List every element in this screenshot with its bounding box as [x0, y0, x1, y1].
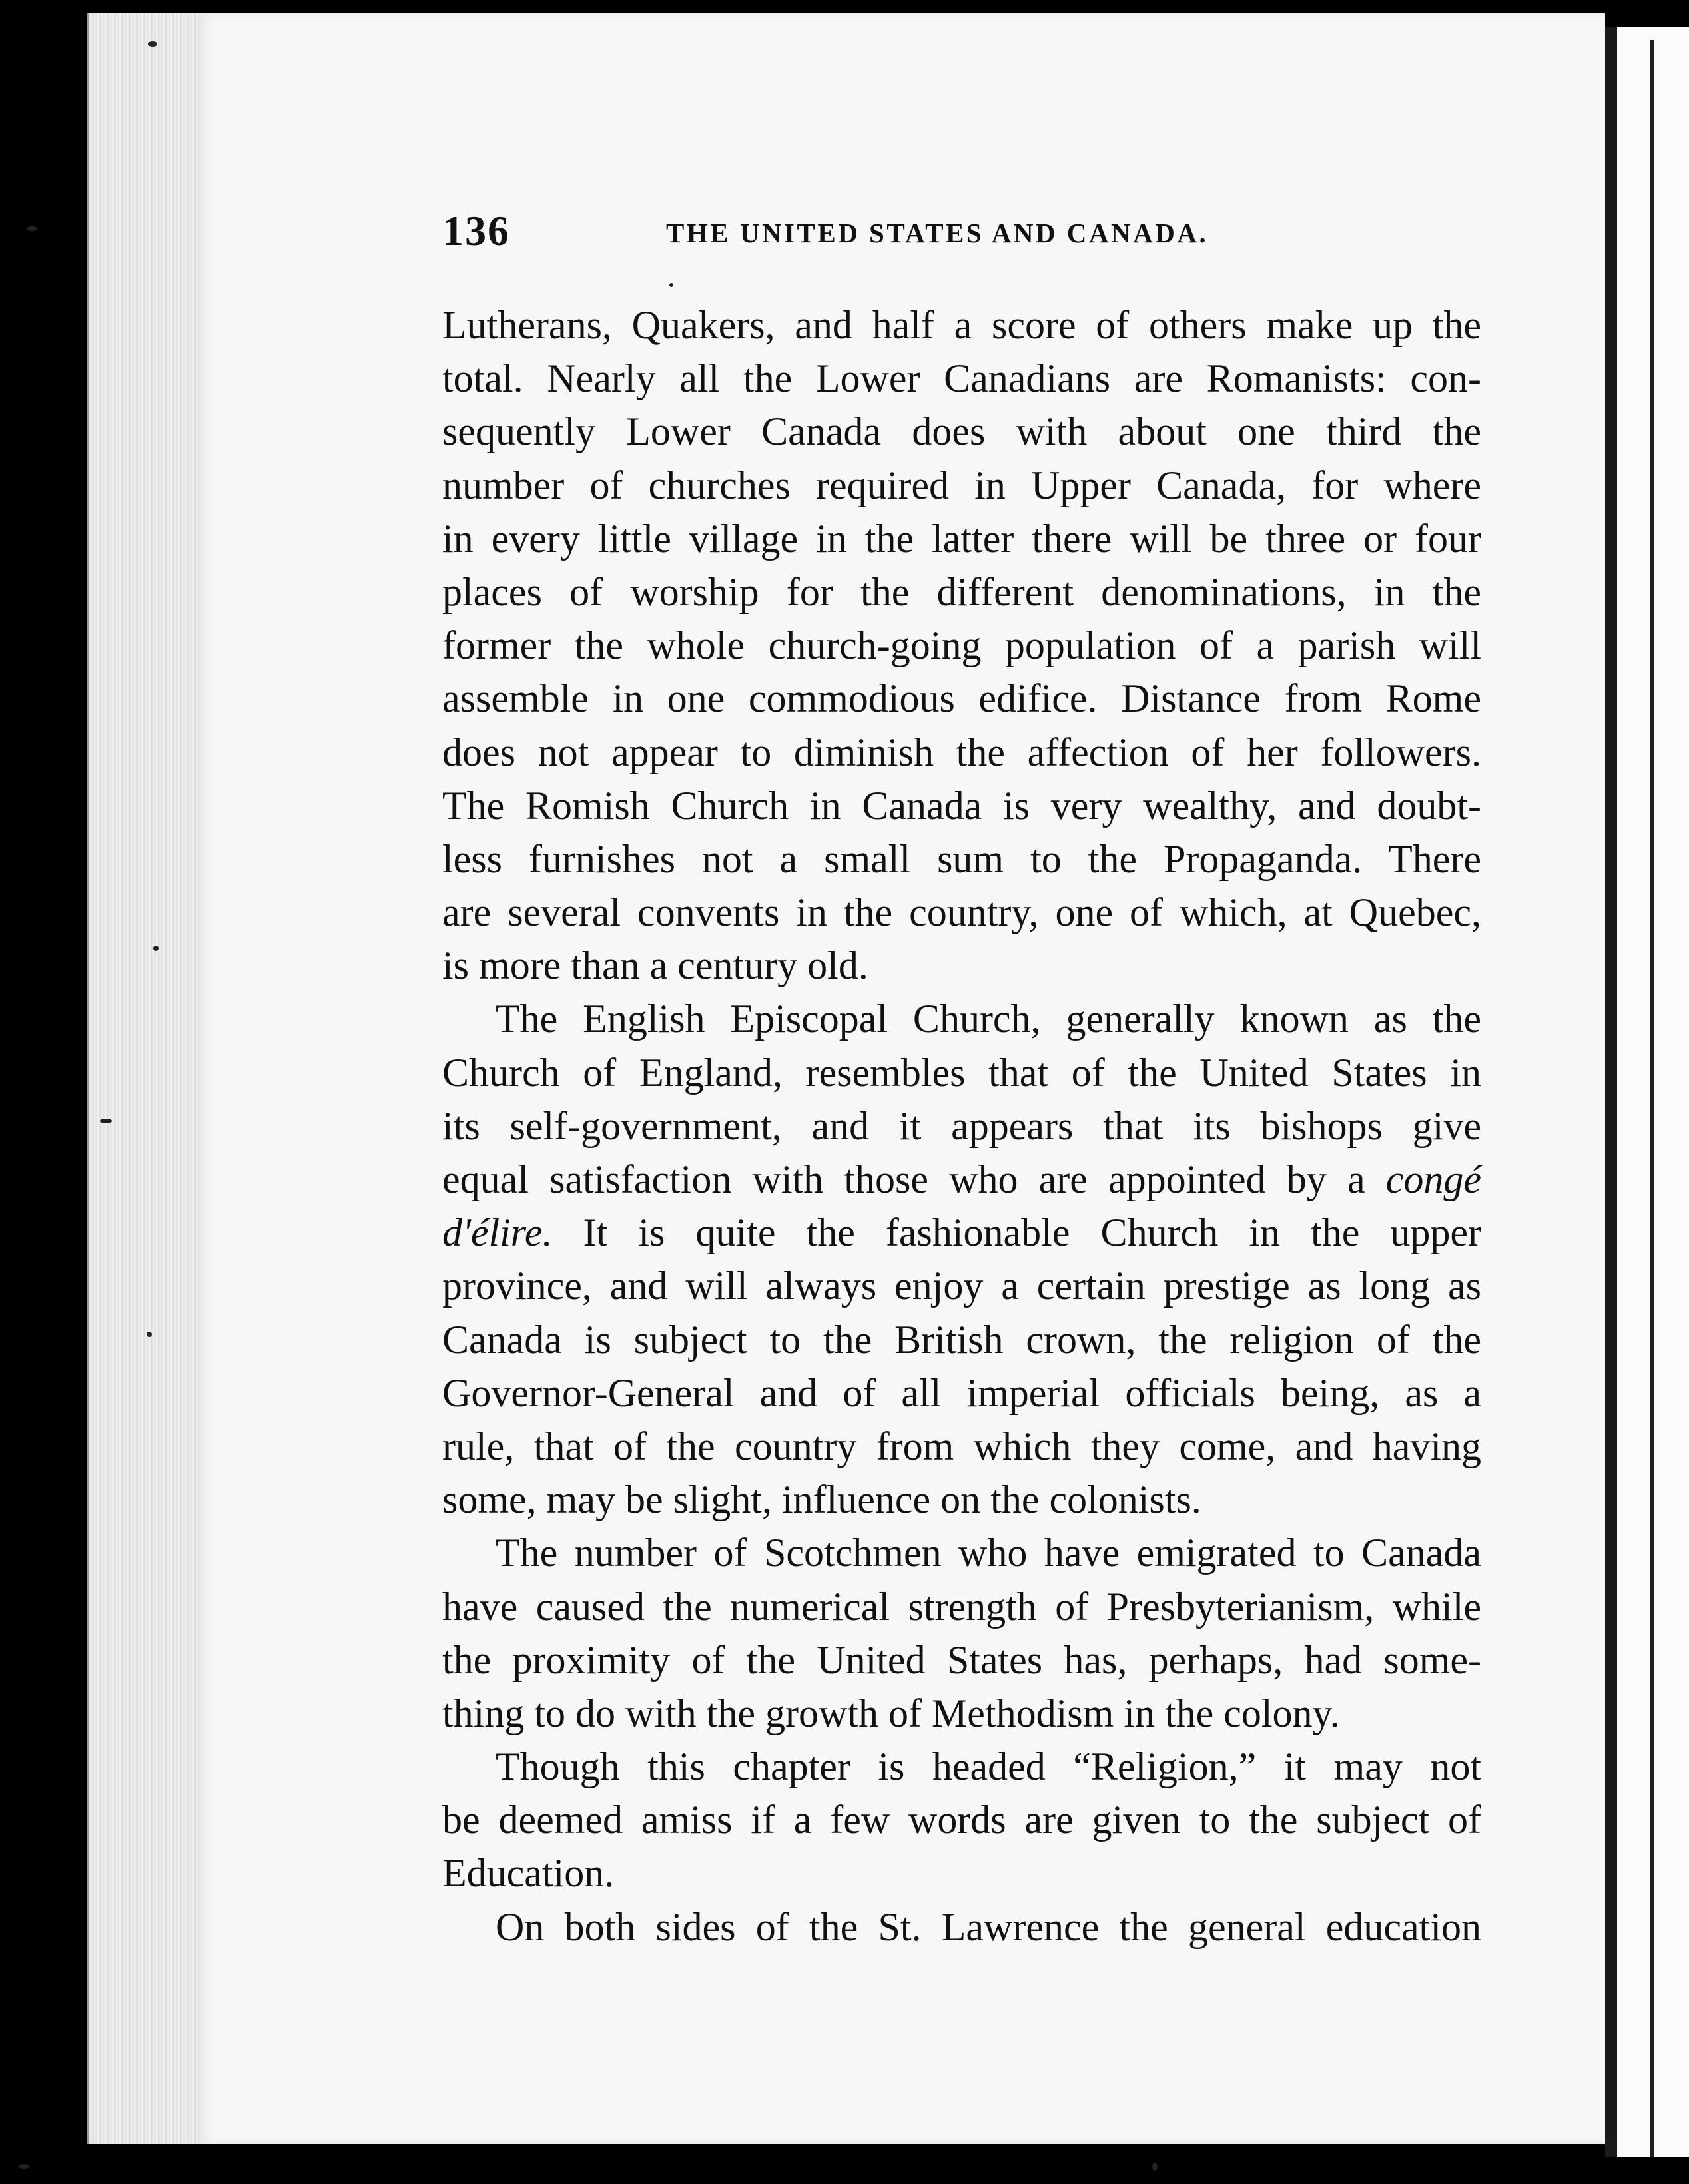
facing-page-edge	[1605, 27, 1689, 2157]
page-header	[442, 200, 1308, 273]
scan-speck	[27, 226, 37, 231]
italic-term: congé	[1385, 1157, 1482, 1201]
text-line: in every little village in the latter there will be three or four	[442, 516, 1481, 561]
text-line: Canada is subject to the British crown, the religion of the	[442, 1317, 1481, 1362]
facing-page-rule	[1650, 40, 1654, 2157]
scan-speck	[148, 41, 157, 47]
text-line: less furnishes not a small sum to the Propaganda. There	[442, 836, 1481, 881]
scan-speck	[1152, 2163, 1158, 2171]
text-line: thing to do with the growth of Methodism in the colony.	[442, 1691, 1340, 1735]
scan-speck	[153, 946, 159, 951]
text-line: province, and will always enjoy a certain prestige as long as	[442, 1264, 1481, 1308]
text-line: number of churches required in Upper Canada, for where	[442, 463, 1481, 507]
text-line: places of worship for the different denominations, in the	[442, 569, 1481, 614]
text-line: be deemed amiss if a few words are given to the subject of	[442, 1798, 1481, 1842]
text-line: the proximity of the United States has, perhaps, had some-	[442, 1637, 1481, 1682]
text-line: Though this chapter is headed “Religion,” it may not	[496, 1745, 1481, 1789]
scan-speck	[19, 2164, 29, 2169]
text-line: its self-government, and it appears that its bishops give	[442, 1103, 1481, 1148]
text-line: On both sides of the St. Lawrence the general education	[496, 1904, 1481, 1949]
text-line: Lutherans, Quakers, and half a score of others make up the	[442, 303, 1481, 347]
text-line: total. Nearly all the Lower Canadians are Romanists: con-	[442, 356, 1481, 401]
page-number: 136	[442, 207, 510, 254]
text-line	[442, 1153, 1481, 1206]
text-run: It is quite the fashionable Church in the upper	[583, 1211, 1482, 1255]
text-line: sequently Lower Canada does with about one third the	[442, 410, 1481, 454]
left-page-edges	[87, 13, 216, 2144]
text-line: is more than a century old.	[442, 944, 868, 988]
text-line: The number of Scotchmen who have emigrated to Canada	[496, 1531, 1481, 1575]
text-line: Church of England, resembles that of the United States in	[442, 1050, 1481, 1095]
text-line	[442, 1206, 1481, 1259]
text-line: some, may be slight, influence on the colonists.	[442, 1478, 1201, 1522]
text-line: The Romish Church in Canada is very wealthy, and doubt-	[442, 783, 1481, 828]
body-text	[442, 298, 1481, 1954]
scan-speck	[669, 283, 673, 287]
text-line: former the whole church-going population of a parish will	[442, 623, 1481, 668]
text-line: assemble in one commodious edifice. Distance from Rome	[442, 677, 1481, 721]
text-line: Governor-General and of all imperial officials being, as a	[442, 1370, 1481, 1415]
scan-speck	[100, 1119, 112, 1123]
text-line: are several convents in the country, one of which, at Quebec,	[442, 890, 1481, 935]
scan-speck	[147, 1332, 152, 1337]
text-line: rule, that of the country from which they come, and having	[442, 1424, 1481, 1468]
text-line: The English Episcopal Church, generally known as the	[496, 997, 1481, 1041]
text-line: have caused the numerical strength of Presbyterianism, while	[442, 1584, 1481, 1629]
text-run: equal satisfaction with those who are appointed by a	[442, 1157, 1365, 1201]
italic-term: d'élire.	[442, 1211, 553, 1255]
running-title: THE UNITED STATES AND CANADA.	[666, 218, 1209, 248]
text-line: does not appear to diminish the affection of her followers.	[442, 730, 1481, 774]
text-line: Education.	[442, 1851, 615, 1896]
